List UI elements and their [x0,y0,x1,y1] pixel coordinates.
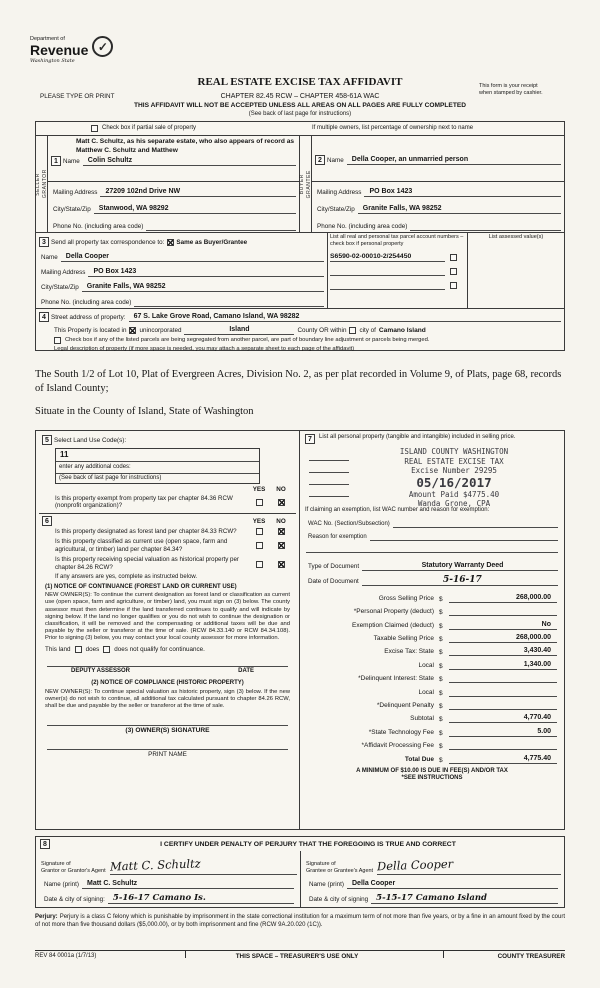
subtotal-label: Subtotal [410,715,434,723]
state-technology-fee-row: *State Technology Fee $ 5.00 [303,723,561,736]
if-yes-note: If any answers are yes, complete as instructed below. [55,574,198,581]
notice2-body: NEW OWNER(S): To continue special valuation as historic property, sign (3) below. If the new owner(s) do not wish to continue, all additional tax calculated pursuant to chapter 84.26 RCW, shall be due and payable by the seller or transferor at the time of sale. [45,688,290,709]
grantee-signature: Della Cooper [376,856,454,874]
grantor-sig-label-1: Signature of [41,861,71,867]
see-instructions-note: *SEE INSTRUCTIONS [401,775,463,782]
receipt-note-line1: This form is your receipt [479,83,538,89]
treasurer-space-label: THIS SPACE – TREASURER'S USE ONLY [235,953,359,960]
chapter-label: CHAPTER 82.45 RCW – CHAPTER 458-61A WAC [220,93,380,100]
state-technology-fee-label: *State Technology Fee [368,728,434,736]
personal-property-deduct-label: *Personal Property (deduct) [353,608,434,616]
affidavit-processing-fee-row: *Affidavit Processing Fee $ [303,737,561,750]
seller-name-input[interactable]: Colin Schultz [83,156,296,166]
unincorporated-label: unincorporated [139,327,182,334]
buyer-city-label: City/State/Zip [317,206,355,214]
certification-section [35,836,565,908]
stamp-signer: Wanda Grone, CPA [417,499,491,508]
assessed-value-column [468,233,564,308]
grantee-certification [300,851,564,907]
section3-number: 3 [39,237,49,247]
print-name-label: PRINT NAME [148,750,187,758]
type-of-document-row [303,557,561,572]
receipt-note-line2: when stamped by cashier. [479,90,543,96]
exempt-question-label: Is this property exempt from property tax per chapter 84.36 RCW (nonprofit organization)? [55,494,233,510]
corr-phone-input[interactable] [134,298,324,307]
current-use-question-row [39,537,296,555]
affidavit-processing-fee-value[interactable] [449,741,557,750]
wac-row [303,516,561,529]
buyer-mailing-input[interactable]: PO Box 1423 [364,187,561,197]
grantee-date-city-input[interactable]: 5-15-17 Camano Island [371,894,558,904]
exemption-claimed-label: Exemption Claimed (deduct) [351,621,434,629]
stamp-tax-line: REAL ESTATE EXCISE TAX [404,456,504,466]
grantee-sig-label-1: Signature of [306,861,336,867]
seller-mailing-row [48,182,299,199]
corr-phone-row [36,293,327,308]
stamp-amount-paid: Amount Paid $4775.40 [408,489,500,499]
tax-computation-table [303,590,561,764]
tax-correspondence-section [36,232,564,308]
seller-name-cell [48,136,299,182]
parcel-personal-checkbox-3[interactable] [450,282,457,289]
partial-sale-checkbox[interactable] [91,125,98,132]
stamp-date: 05/16/2017 [416,474,492,490]
does-checkbox[interactable] [75,646,82,653]
total-due-row: Total Due $ 4,775.40 [303,750,561,763]
seller-city-row [48,198,299,215]
corr-city-label: City/State/Zip [41,284,79,291]
parcel-header: List all real and personal tax parcel account numbers – check box if personal property [330,234,464,247]
property-address-section [36,308,564,352]
dor-logo-text [30,36,88,65]
grantor-certification [36,851,300,907]
treasurer-stamp [349,447,559,509]
multiple-owners-note: If multiple owners, list percentage of ownership next to name [312,124,474,131]
seller-overflow-name: Matt C. Schultz, as his separate estate, who also appears of record as Matthew C. Schultz and Matthew [76,138,295,154]
wac-label: WAC No. (Section/Subsection) [308,520,390,527]
reason-row [303,529,561,542]
parcel-column [328,233,468,308]
certification-header [36,837,564,851]
subtotal-row: Subtotal $ 4,770.40 [303,710,561,723]
excise-tax-local-label: Local [418,661,434,669]
legal-description-text: The South 1/2 of Lot 10, Plat of Evergreen Acres, Division No. 2, as per plat recorded in Volume 9, of Plats, page 68, records of Island County; [35,369,562,394]
grantee-side-label: GRANTEE [306,169,312,199]
seller-phone-label: Phone No. (including area code) [53,222,144,230]
type-of-document-input[interactable]: Statutory Warranty Deed [362,561,558,571]
forest-yes-checkbox[interactable] [256,528,263,535]
type-of-document-label: Type of Document [308,562,360,570]
exemption-claimed-value[interactable]: No [449,620,557,630]
current-use-question-label: Is this property classified as current use (open space, farm and agricultural, or timber) land per chapter 84.34? [55,538,228,553]
corr-mailing-label: Mailing Address [41,269,86,276]
seller-name-label: Name [63,158,80,165]
wac-input[interactable] [393,519,558,528]
does-label: does [85,645,100,653]
personal-property-deduct-row: *Personal Property (deduct) $ [303,603,561,616]
street-address-row [36,309,564,323]
logo-state-label: Washington State [30,58,75,64]
deputy-row [39,667,296,678]
situate-text: Situate in the County of Island, State of Washington [35,406,254,417]
personal-property-label: List all personal property (tangible and intangible) included in selling price. [319,434,516,440]
land-use-header-row [39,433,296,447]
exemption-note: If claiming an exemption, list WAC number and reason for exemption: [305,507,490,513]
section6-number: 6 [42,516,52,526]
county-or-label: County OR within [297,327,347,334]
same-as-buyer-label: Same as Buyer/Grantee [176,239,248,246]
owners-signature-label: (3) OWNER(S) SIGNATURE [125,727,210,735]
segregated-label: Check box if any of the listed parcels are being segregated from another parcel, are part of boundary line adjustment or parcels being merged. [65,337,430,343]
date-of-document-row [303,572,561,587]
receipt-note [479,83,571,97]
delinquent-penalty-label: *Delinquent Penalty [376,702,434,710]
street-address-label: Street address of property: [51,314,126,321]
corr-mailing-input[interactable]: PO Box 1423 [88,267,324,277]
taxable-selling-price-label: Taxable Selling Price [373,635,434,643]
delinquent-interest-local-value[interactable] [449,688,557,697]
buyer-name-cell [312,136,564,182]
corr-name-label: Name [41,254,58,261]
parcel-row-2 [330,262,465,276]
excise-tax-state-label: Excise Tax: State [384,648,434,656]
warning-label: THIS AFFIDAVIT WILL NOT BE ACCEPTED UNLESS ALL AREAS ON ALL PAGES ARE FULLY COMPLETED [133,102,467,109]
partial-sale-row [36,122,564,135]
grantee-sig-label-2: Grantee or Grantee's Agent [306,868,374,874]
reason-input[interactable] [370,532,558,541]
located-pre-label: This Property is located in [54,327,127,334]
grantor-sig-label-2: Grantor or Grantor's Agent [41,868,106,874]
grantor-side-label: GRANTOR [42,169,48,199]
logo-dept-label: Department of [30,36,65,42]
seller-mailing-input[interactable]: 27209 102nd Drive NW [100,187,296,197]
this-land-label: This land [45,645,71,653]
buyer-mailing-row [312,182,564,199]
buyer-city-row [312,198,564,215]
minimum-fee-note: A MINIMUM OF $10.00 IS DUE IN FEE(S) AND/OR TAX [356,767,508,774]
personal-property-lines[interactable] [309,449,349,497]
delinquent-interest-local-row: Local $ [303,683,561,696]
total-due-label: Total Due [404,755,434,763]
see-back-instructions-label: (See back of last page for instructions) [59,474,162,481]
parcel-row-1 [330,248,465,262]
state-technology-fee-value[interactable]: 5.00 [449,727,557,737]
seller-side-strip [36,136,48,232]
seller-buyer-row [36,135,564,232]
reason-input-2[interactable] [306,544,558,553]
seller-phone-input[interactable] [146,222,296,231]
reason-row-2 [303,542,561,554]
stamp-excise-number: Excise Number 29295 [411,466,497,475]
taxable-selling-price-value[interactable]: 268,000.00 [449,633,557,643]
same-as-buyer-checkbox[interactable] [167,239,174,246]
yes-header-label: YES [252,486,266,493]
grantee-print-name-label: Name (print) [309,881,344,888]
yes-header-label-6: YES [252,517,266,525]
buyer-mailing-label: Mailing Address [317,189,362,197]
seller-block [36,136,300,232]
unincorporated-checkbox[interactable] [129,327,136,334]
qualify-row [39,644,296,654]
city-of-label: city of [359,327,376,334]
grantee-signature-field[interactable] [377,856,561,875]
street-address-input[interactable]: 67 S. Lake Grove Road, Camano Island, WA 98282 [129,312,561,322]
parcel-row-3 [330,276,465,290]
forest-question-label: Is this property designated as forest land per chapter 84.33 RCW? [55,527,237,535]
section7-number: 7 [305,434,315,444]
city-input[interactable]: Camano Island [378,326,426,334]
date-of-document-label: Date of Document [308,577,359,585]
grantor-signature: Matt C. Schultz [109,856,201,874]
mid-section [35,430,565,830]
segregated-row [36,335,564,344]
excise-tax-local-value[interactable]: 1,340.00 [449,660,557,670]
excise-tax-local-row: Local $ 1,340.00 [303,656,561,669]
delinquent-interest-state-row: *Delinquent Interest: State $ [303,670,561,683]
section2-number: 2 [315,155,325,165]
currency-symbol: $ [439,595,443,603]
gross-selling-price-label: Gross Selling Price [378,594,434,602]
dor-logo [30,36,113,65]
exempt-question-row [39,493,296,511]
date-of-document-input[interactable]: 5-16-17 [362,576,558,586]
grantor-print-name-label: Name (print) [44,881,79,888]
personal-property-area [303,445,561,508]
grantee-date-city-label: Date & city of signing [309,896,369,903]
form-rev-number: REV 84 0001a (1/7/13) [35,953,97,959]
delinquent-penalty-row: *Delinquent Penalty $ [303,697,561,710]
subtotal-value[interactable]: 4,770.40 [449,713,557,723]
grantor-print-name-input[interactable]: Matt C. Schultz [82,879,294,889]
seller-phone-row [48,215,299,232]
corr-mailing-row [36,263,327,278]
corr-name-input[interactable]: Della Cooper [61,252,324,262]
gross-selling-price-row [303,590,561,603]
delinquent-penalty-value[interactable] [449,701,557,710]
land-use-label: Select Land Use Code(s): [54,437,127,444]
footer-divider-tick-left [185,951,186,958]
grantor-date-city-row [39,890,297,905]
grantee-print-name-row [304,875,561,890]
buyer-phone-label: Phone No. (including area code) [317,222,408,230]
land-use-code-box [55,448,260,484]
grantor-signature-field[interactable] [110,856,297,875]
parcel-personal-checkbox-1[interactable] [450,254,457,261]
current-use-yes-checkbox[interactable] [256,542,263,549]
form-title: REAL ESTATE EXCISE TAX AFFIDAVIT [197,76,403,88]
assessed-value-header: List assessed value(s) [488,234,544,240]
buyer-name-label: Name [327,157,344,164]
corr-city-input[interactable]: Granite Falls, WA 98252 [82,282,324,292]
exemption-claimed-row: Exemption Claimed (deduct) $ No [303,616,561,629]
parcel-number-input-3[interactable] [330,282,445,291]
section6-header-row [39,514,296,526]
additional-codes-label: enter any additional codes: [56,462,259,474]
buyer-phone-row [312,215,564,232]
corr-phone-label: Phone No. (including area code) [41,299,132,306]
delinquent-interest-state-value[interactable] [449,674,557,683]
historical-question-row [39,555,296,573]
excise-tax-state-row: Excise Tax: State $ 3,430.40 [303,643,561,656]
perjury-label: Perjury: [35,914,58,920]
grantor-date-city-label: Date & city of signing: [44,896,105,903]
grantee-signature-row [304,852,561,875]
section8-number: 8 [40,839,50,849]
logo-revenue-label: Revenue [30,42,89,58]
grantor-signature-row [39,852,297,875]
grantor-date-city-input[interactable]: 5-16-17 Camano Is. [108,894,294,904]
no-header-label-6: NO [276,517,286,525]
taxable-selling-price-row: Taxable Selling Price $ 268,000.00 [303,630,561,643]
partial-sale-label: Check box if partial sale of property [102,124,197,131]
section5-number: 5 [42,435,52,445]
parcel-number-input[interactable]: S6590-02-00010-2/254450 [330,253,445,263]
dor-seal-icon: ✓ [92,36,113,57]
historical-question-label: Is this property receiving special valuation as historical property per chapter 84.26 RCW? [55,556,239,572]
gross-selling-price-value[interactable]: 268,000.00 [449,593,557,603]
buyer-phone-input[interactable] [410,222,561,231]
yes-no-header-5 [39,486,296,493]
parcel-personal-checkbox-2[interactable] [450,268,457,275]
county-treasurer-label: COUNTY TREASURER [497,953,565,960]
reason-label: Reason for exemption [308,533,367,540]
notice2-title: (2) NOTICE OF COMPLIANCE (HISTORIC PROPERTY) [91,680,244,687]
please-type-label: PLEASE TYPE OR PRINT [40,93,115,100]
seller-city-label: City/State/Zip [53,206,91,214]
county-input[interactable]: Island [184,325,294,335]
footer [35,950,565,961]
land-use-section [35,430,300,830]
parcel-number-input-2[interactable] [330,268,445,277]
buyer-block [300,136,564,232]
corr-name-row [36,248,327,263]
grantee-print-name-input[interactable]: Della Cooper [347,879,558,889]
seller-city-input[interactable]: Stanwood, WA 98292 [94,204,296,214]
exempt-yes-checkbox[interactable] [256,499,263,506]
located-in-row [36,323,564,335]
correspondence-row [36,233,327,248]
stamp-county-line: ISLAND COUNTY WASHINGTON [399,447,509,456]
forest-question-row [39,526,296,537]
delinquent-interest-local-label: Local [418,688,434,696]
grantee-date-city-row [304,890,561,905]
buyer-side-label: BUYER [299,173,305,195]
historical-yes-checkbox[interactable] [256,561,263,568]
perjury-clause [35,914,565,929]
see-back-label: (See back of last page for instructions) [248,111,352,117]
seller-mailing-label: Mailing Address [53,189,98,197]
certify-statement: I CERTIFY UNDER PENALTY OF PERJURY THAT THE FOREGOING IS TRUE AND CORRECT [160,840,456,848]
does-not-label: does not qualify for continuance. [114,645,205,653]
section1-number: 1 [51,156,61,166]
section4-number: 4 [39,312,49,322]
deputy-assessor-label: DEPUTY ASSESSOR [71,667,131,674]
exempt-no-checkbox[interactable] [278,499,285,506]
grantor-print-name-row [39,875,297,890]
notice1-title: (1) NOTICE OF CONTINUANCE (FOREST LAND OR CURRENT USE) [45,583,237,590]
corr-city-row [36,278,327,293]
seller-side-label: SELLER [35,172,41,196]
current-use-no-checkbox[interactable] [278,542,285,549]
does-not-checkbox[interactable] [103,646,110,653]
historical-no-checkbox[interactable] [278,561,285,568]
buyer-side-strip [300,136,312,232]
send-correspondence-label: Send all property tax correspondence to: [51,239,165,246]
buyer-name-input[interactable]: Della Cooper, an unmarried person [347,155,561,165]
excise-tax-state-value[interactable]: 3,430.40 [449,646,557,656]
personal-property-deduct-value[interactable] [449,607,557,616]
forest-no-checkbox[interactable] [278,528,285,535]
notice1-body: NEW OWNER(S): To continue the current designation as forest land or classification as current use (open space, farm and agriculture, or timber) land, you must sign on (3) below. The county assessor must then determine if the land transferred continues to qualify and will indicate by signing below. If the land no longer qualifies or you do not wish to continue the designation or classification, it will be removed and the compensating or additional taxes will be due and payable by the seller or transferor at the time of sale. (RCW 84.33.140 or RCW 84.34.108). Prior to signing (3) below, you may contact your local county assessor for more information. [45,592,290,642]
deputy-date-label: DATE [238,667,254,674]
segregated-checkbox[interactable] [54,337,61,344]
total-due-value[interactable]: 4,775.40 [449,754,557,764]
affidavit-processing-fee-label: *Affidavit Processing Fee [361,742,434,750]
land-use-code-input[interactable]: 11 [56,449,259,462]
personal-property-header [303,433,561,445]
city-checkbox[interactable] [349,327,356,334]
parties-section [35,121,565,351]
no-header-label: NO [276,486,286,493]
legal-description-label: Legal description of property (if more space is needed, you may attach a separate sheet to each page of the affidavit) [54,346,355,353]
excise-tax-section [300,430,565,830]
delinquent-interest-state-label: *Delinquent Interest: State [358,675,434,683]
buyer-city-input[interactable]: Granite Falls, WA 98252 [358,204,561,214]
footer-divider-tick-right [443,951,444,958]
perjury-text: Perjury is a class C felony which is punishable by imprisonment in the state correctional institution for a maximum term of not more than five years, or by a fine in an amount fixed by the court of not more than five thousand dollars ($5,000.00), or by both imprisonment and fine (RCW 9A.20.020 (1C)). [35,914,565,928]
